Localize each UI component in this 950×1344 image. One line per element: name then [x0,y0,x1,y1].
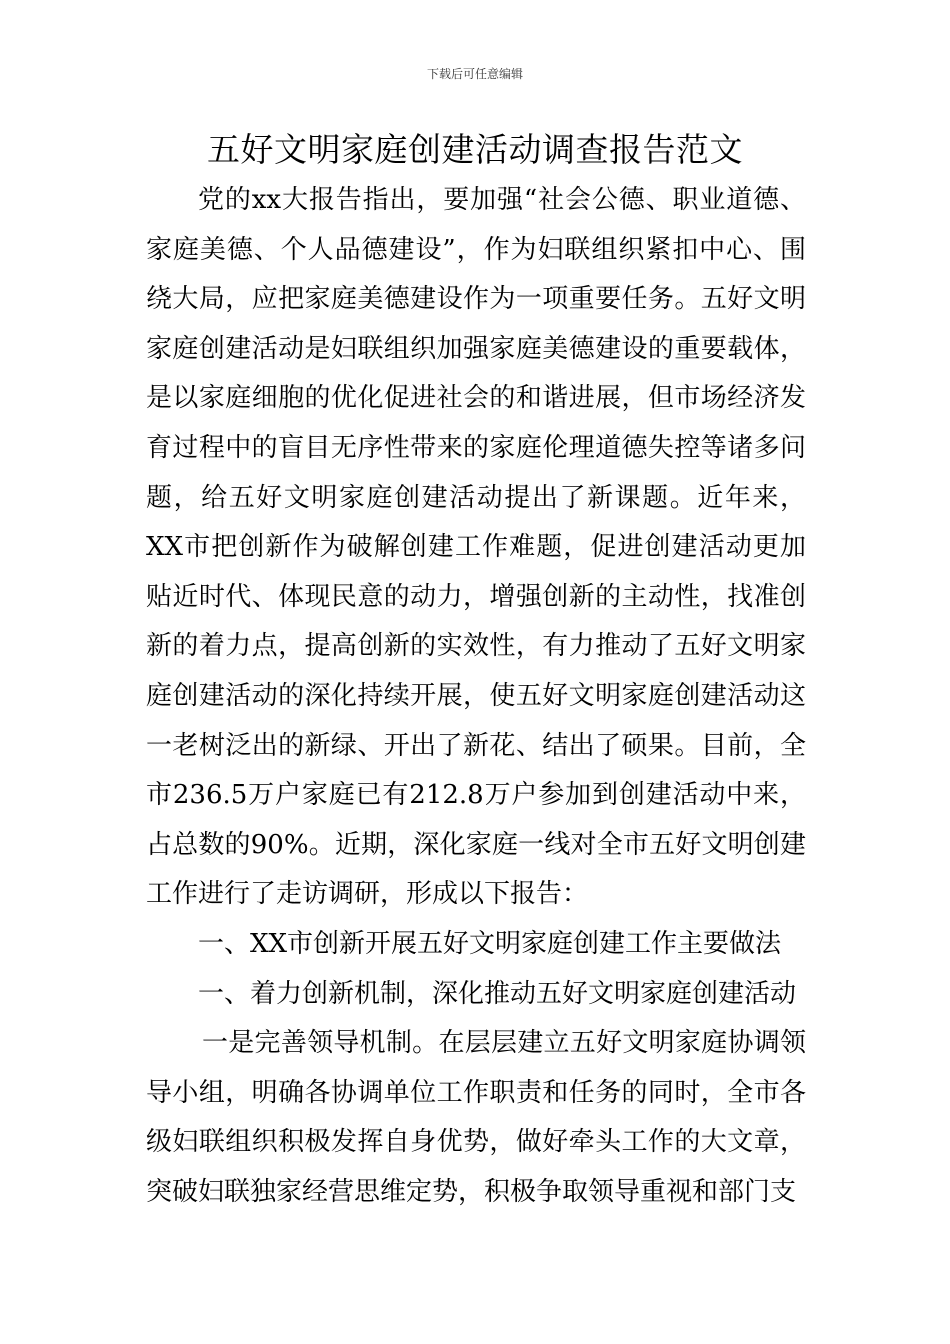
body-paragraph-intro: 党的xx大报告指出，要加强“社会公德、职业道德、家庭美德、个人品德建设”，作为妇联组织紧扣中心、围绕大局，应把家庭美德建设作为一项重要任务。五好文明家庭创建活动是妇联组织加强家庭美德建设的重要载体，是以家庭细胞的优化促进社会的和谐进展，但市场经济发育过程中的盲目无序性带来的家庭伦理道德失控等诸多问题，给五好文明家庭创建活动提出了新课题。近年来，XX市把创新作为破解创建工作难题，促进创建活动更加贴近时代、体现民意的动力，增强创新的主动性，找准创新的着力点，提高创新的实效性，有力推动了五好文明家庭创建活动的深化持续开展，使五好文明家庭创建活动这一老树泛出的新绿、开出了新花、结出了硕果。目前，全市236.5万户家庭已有212.8万户参加到创建活动中来，占总数的90%。近期，深化家庭一线对全市五好文明创建工作进行了走访调研，形成以下报告： [146,185,806,910]
document-title: 五好文明家庭创建活动调查报告范文 [207,130,743,169]
subsection-heading: 一、着力创新机制，深化推动五好文明家庭创建活动 [198,978,797,1009]
document-body [146,176,806,1217]
body-paragraph-leadership: 一是完善领导机制。在层层建立五好文明家庭协调领导小组，明确各协调单位工作职责和任务的同时，全市各级妇联组织积极发挥自身优势，做好牵头工作的大文章，突破妇联独家经营思维定势，积极争取领导重视和部门支 [146,1028,806,1207]
section-heading: 一、XX市创新开展五好文明家庭创建工作主要做法 [198,928,782,959]
page-header: 下载后可任意编辑 [426,67,523,81]
